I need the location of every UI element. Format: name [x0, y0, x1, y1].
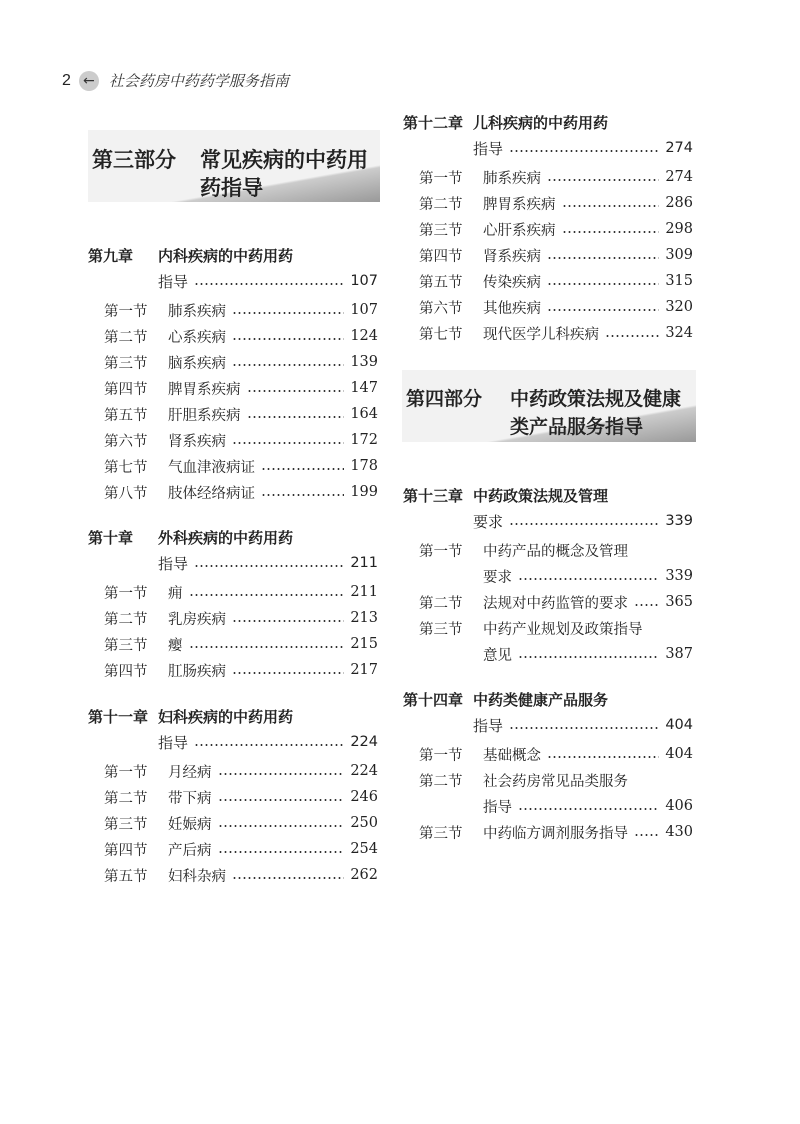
section-title: 产后病	[168, 842, 212, 859]
section-title: 肝胆系疾病	[168, 407, 241, 424]
part-title-line1: 中药政策法规及健康	[510, 388, 682, 410]
section-title: 中药产业规划及政策指导	[483, 621, 643, 638]
chapter-continuation-line[interactable]	[403, 135, 693, 161]
dot-leader	[547, 256, 659, 260]
section-label: 第六节	[419, 300, 463, 317]
chapter-title: 内科疾病的中药用药	[158, 247, 294, 265]
dot-leader	[562, 204, 660, 208]
toc-section[interactable]	[403, 615, 693, 641]
toc-section[interactable]	[88, 427, 378, 453]
section-title: 脑系疾病	[168, 355, 226, 372]
page-number: 246	[350, 789, 378, 805]
section-title: 痈	[168, 585, 183, 602]
running-header	[62, 70, 289, 91]
section-label: 第二节	[419, 773, 463, 790]
dot-leader	[634, 833, 659, 837]
page-number: 262	[350, 867, 378, 883]
toc-chapter	[403, 110, 693, 346]
page-number: 339	[665, 513, 693, 529]
page-number: 224	[350, 734, 378, 750]
section-label: 第四节	[104, 842, 148, 859]
chapter-continuation-line[interactable]	[88, 550, 378, 576]
section-label: 第三节	[419, 825, 463, 842]
section-title: 肺系疾病	[168, 303, 226, 320]
section-title: 妇科杂病	[168, 868, 226, 885]
section-title: 脾胃系疾病	[168, 381, 241, 398]
chapter-title-line[interactable]	[403, 110, 693, 135]
section-title: 法规对中药监管的要求	[483, 595, 628, 612]
dot-leader	[509, 522, 659, 526]
toc-section[interactable]	[88, 605, 378, 631]
section-title: 现代医学儿科疾病	[483, 326, 599, 343]
chapter-title-line[interactable]	[88, 704, 378, 729]
dot-leader	[547, 178, 659, 182]
chapter-title: 中药类健康产品服务	[473, 691, 609, 709]
section-title-cont: 指导	[483, 799, 512, 816]
chapter-title: 中药政策法规及管理	[473, 487, 609, 505]
dot-leader	[232, 441, 344, 445]
part-title-line2: 类产品服务指导	[510, 416, 644, 438]
toc-chapter	[88, 243, 378, 505]
section-label: 第六节	[104, 433, 148, 450]
dot-leader	[547, 308, 659, 312]
chapter-title-line[interactable]	[403, 483, 693, 508]
toc-section[interactable]	[403, 294, 693, 320]
page-number: 217	[350, 662, 378, 678]
chapter-label: 第九章	[88, 247, 134, 265]
toc-section[interactable]	[88, 401, 378, 427]
chapter-title: 儿科疾病的中药用药	[473, 114, 609, 132]
section-label: 第一节	[104, 764, 148, 781]
section-label: 第三节	[104, 637, 148, 654]
toc-section[interactable]	[403, 190, 693, 216]
page-number: 215	[350, 636, 378, 652]
toc-section[interactable]	[88, 810, 378, 836]
chapter-title-cont: 指导	[158, 554, 189, 573]
section-title: 肾系疾病	[483, 248, 541, 265]
page-number: 365	[665, 594, 693, 610]
page-number: 250	[350, 815, 378, 831]
section-title: 传染疾病	[483, 274, 541, 291]
dot-leader	[247, 415, 345, 419]
section-continuation-line[interactable]	[403, 563, 693, 589]
chapter-title-line[interactable]	[403, 687, 693, 712]
toc-section[interactable]	[88, 323, 378, 349]
section-title: 瘿	[168, 637, 183, 654]
section-label: 第二节	[104, 611, 148, 628]
section-title-cont: 要求	[483, 569, 512, 586]
section-title: 乳房疾病	[168, 611, 226, 628]
dot-leader	[189, 645, 345, 649]
toc-section[interactable]	[88, 758, 378, 784]
section-title: 心系疾病	[168, 329, 226, 346]
chapter-title-cont: 指导	[158, 272, 189, 291]
dot-leader	[547, 282, 659, 286]
dot-leader	[232, 363, 344, 367]
dot-leader	[218, 798, 345, 802]
section-label: 第三节	[419, 222, 463, 239]
section-continuation-line[interactable]	[403, 641, 693, 667]
section-label: 第二节	[104, 790, 148, 807]
section-title: 妊娠病	[168, 816, 212, 833]
page-number: 339	[665, 568, 693, 584]
page-number: 224	[350, 763, 378, 779]
section-label: 第二节	[104, 329, 148, 346]
back-arrow-icon: ←	[79, 71, 99, 91]
page-number: 320	[665, 299, 693, 315]
chapter-title: 外科疾病的中药用药	[158, 529, 294, 547]
chapter-label: 第十二章	[403, 114, 464, 132]
chapter-label: 第十三章	[403, 487, 464, 505]
toc-section[interactable]	[88, 579, 378, 605]
section-label: 第三节	[104, 355, 148, 372]
page-number: 2	[62, 71, 71, 89]
page-number: 286	[665, 195, 693, 211]
toc-section[interactable]	[403, 242, 693, 268]
page-number: 387	[665, 646, 693, 662]
dot-leader	[518, 655, 659, 659]
page-number: 199	[350, 484, 378, 500]
section-title: 脾胃系疾病	[483, 196, 556, 213]
section-label: 第一节	[419, 747, 463, 764]
section-title: 心肝系疾病	[483, 222, 556, 239]
section-title: 中药临方调剂服务指导	[483, 825, 628, 842]
part-label: 第三部分	[92, 147, 176, 172]
section-title: 肺系疾病	[483, 170, 541, 187]
section-title: 肾系疾病	[168, 433, 226, 450]
page-number: 211	[350, 555, 378, 571]
section-continuation-line[interactable]	[403, 793, 693, 819]
dot-leader	[218, 772, 345, 776]
chapter-title: 妇科疾病的中药用药	[158, 708, 294, 726]
section-title: 中药产品的概念及管理	[483, 543, 628, 560]
page-number: 309	[665, 247, 693, 263]
section-label: 第一节	[104, 585, 148, 602]
dot-leader	[232, 671, 344, 675]
chapter-label: 第十一章	[88, 708, 149, 726]
page-number: 430	[665, 824, 693, 840]
chapter-label: 第十章	[88, 529, 134, 547]
dot-leader	[509, 149, 659, 153]
dot-leader	[547, 755, 659, 759]
part-title-line1: 常见疾病的中药用	[200, 147, 368, 172]
dot-leader	[232, 337, 344, 341]
section-title-cont: 意见	[483, 647, 512, 664]
dot-leader	[194, 743, 344, 747]
section-label: 第三节	[419, 621, 463, 638]
page-number: 404	[665, 746, 693, 762]
page-number: 107	[350, 302, 378, 318]
page-number: 324	[665, 325, 693, 341]
toc-section[interactable]	[403, 164, 693, 190]
toc-section[interactable]	[403, 320, 693, 346]
section-title: 带下病	[168, 790, 212, 807]
section-label: 第五节	[104, 407, 148, 424]
toc-section[interactable]	[403, 741, 693, 767]
toc-section[interactable]	[88, 479, 378, 505]
toc-section[interactable]	[403, 268, 693, 294]
dot-leader	[218, 824, 345, 828]
section-label: 第二节	[419, 196, 463, 213]
page-number: 274	[665, 140, 693, 156]
part-title-line2: 药指导	[200, 175, 263, 200]
toc-section[interactable]	[88, 836, 378, 862]
chapter-title-cont: 指导	[473, 716, 504, 735]
page-number: 254	[350, 841, 378, 857]
chapter-title-cont: 要求	[473, 512, 504, 531]
toc-section[interactable]	[88, 453, 378, 479]
dot-leader	[232, 619, 344, 623]
page-number: 107	[350, 273, 378, 289]
page-number: 139	[350, 354, 378, 370]
section-label: 第一节	[419, 543, 463, 560]
dot-leader	[605, 334, 659, 338]
dot-leader	[562, 230, 660, 234]
page-number: 406	[665, 798, 693, 814]
toc-section[interactable]	[88, 631, 378, 657]
section-title: 气血津液病证	[168, 459, 255, 476]
section-label: 第八节	[104, 485, 148, 502]
section-label: 第五节	[104, 868, 148, 885]
part-heading-3	[88, 130, 380, 202]
page-number: 404	[665, 717, 693, 733]
dot-leader	[509, 726, 659, 730]
dot-leader	[232, 311, 344, 315]
section-label: 第七节	[419, 326, 463, 343]
page-number: 274	[665, 169, 693, 185]
toc-section[interactable]	[403, 819, 693, 845]
toc-section[interactable]	[403, 767, 693, 793]
chapter-continuation-line[interactable]	[403, 508, 693, 534]
toc-chapter	[403, 483, 693, 667]
toc-chapter	[403, 687, 693, 845]
section-label: 第一节	[419, 170, 463, 187]
chapter-continuation-line[interactable]	[403, 712, 693, 738]
chapter-title-line[interactable]	[88, 243, 378, 268]
toc-section[interactable]	[88, 349, 378, 375]
dot-leader	[518, 577, 659, 581]
book-title: 社会药房中药药学服务指南	[108, 72, 289, 90]
dot-leader	[218, 850, 345, 854]
toc-chapter	[88, 704, 378, 888]
section-label: 第四节	[104, 663, 148, 680]
section-label: 第五节	[419, 274, 463, 291]
dot-leader	[194, 564, 344, 568]
toc-section[interactable]	[88, 657, 378, 683]
dot-leader	[518, 807, 659, 811]
dot-leader	[194, 282, 344, 286]
toc-section[interactable]	[88, 784, 378, 810]
dot-leader	[634, 603, 659, 607]
chapter-title-cont: 指导	[158, 733, 189, 752]
dot-leader	[189, 593, 345, 597]
page-number: 172	[350, 432, 378, 448]
chapter-continuation-line[interactable]	[88, 729, 378, 755]
section-title: 肢体经络病证	[168, 485, 255, 502]
section-label: 第七节	[104, 459, 148, 476]
section-title: 肛肠疾病	[168, 663, 226, 680]
chapter-label: 第十四章	[403, 691, 464, 709]
section-title: 其他疾病	[483, 300, 541, 317]
page-number: 124	[350, 328, 378, 344]
section-title: 月经病	[168, 764, 212, 781]
chapter-title-line[interactable]	[88, 525, 378, 550]
page-number: 213	[350, 610, 378, 626]
section-label: 第四节	[419, 248, 463, 265]
toc-section[interactable]	[88, 375, 378, 401]
section-title: 基础概念	[483, 747, 541, 764]
part-heading-4	[402, 370, 696, 442]
dot-leader	[232, 876, 344, 880]
page-number: 315	[665, 273, 693, 289]
part-label: 第四部分	[406, 388, 483, 410]
section-label: 第三节	[104, 816, 148, 833]
page-number: 164	[350, 406, 378, 422]
dot-leader	[261, 493, 344, 497]
dot-leader	[261, 467, 344, 471]
section-label: 第四节	[104, 381, 148, 398]
toc-section[interactable]	[88, 297, 378, 323]
chapter-continuation-line[interactable]	[88, 268, 378, 294]
section-label: 第二节	[419, 595, 463, 612]
toc-section[interactable]	[403, 216, 693, 242]
toc-section[interactable]	[403, 589, 693, 615]
page-number: 178	[350, 458, 378, 474]
toc-chapter	[88, 525, 378, 683]
page-number: 298	[665, 221, 693, 237]
chapter-title-cont: 指导	[473, 139, 504, 158]
page-number: 147	[350, 380, 378, 396]
section-label: 第一节	[104, 303, 148, 320]
dot-leader	[247, 389, 345, 393]
toc-section[interactable]	[403, 537, 693, 563]
page-number: 211	[350, 584, 378, 600]
toc-section[interactable]	[88, 862, 378, 888]
section-title: 社会药房常见品类服务	[483, 773, 628, 790]
